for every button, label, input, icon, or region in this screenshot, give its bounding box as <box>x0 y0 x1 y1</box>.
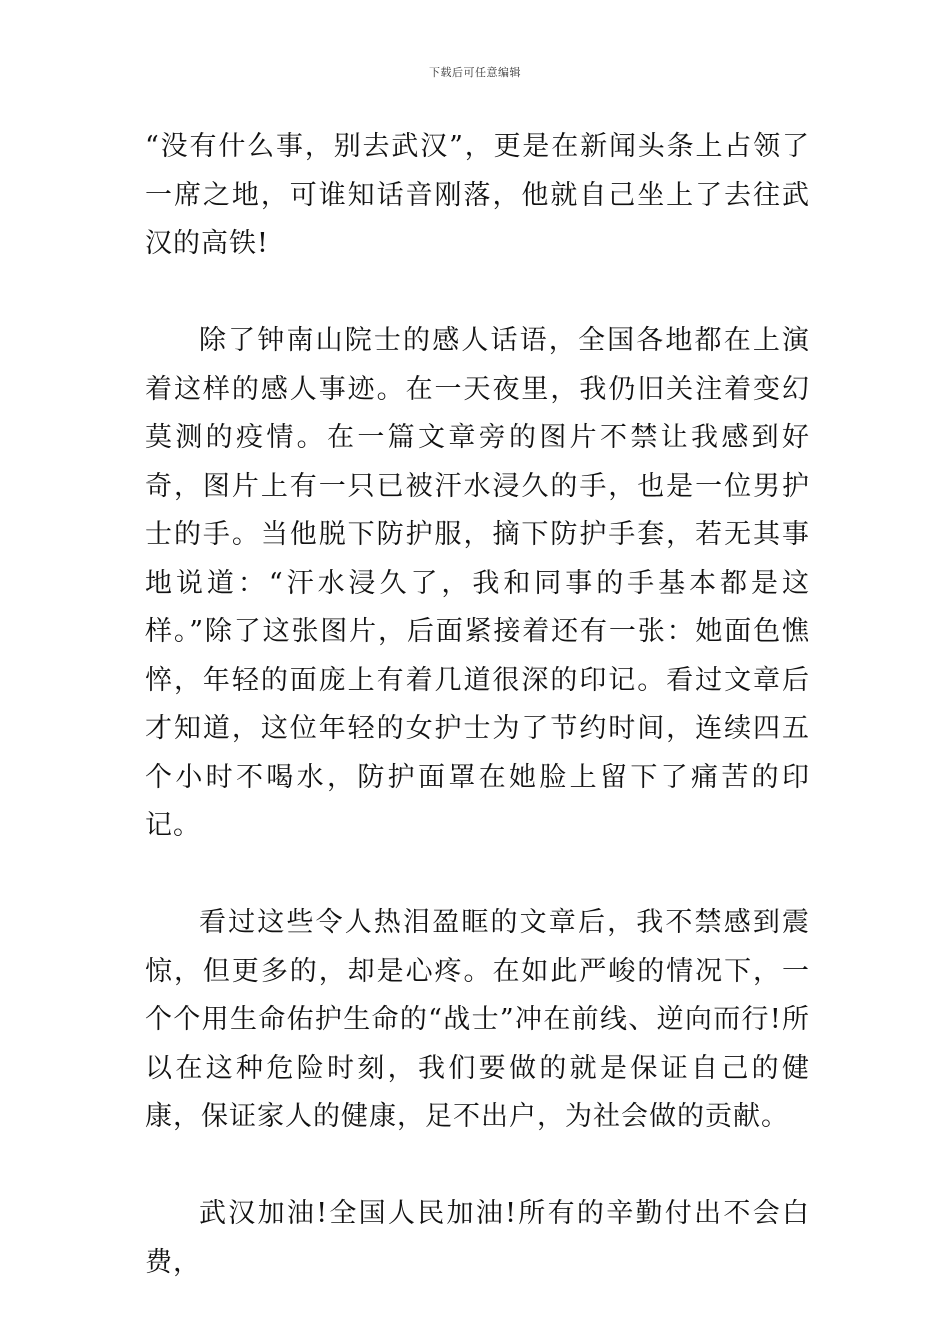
paragraph-cheer: 武汉加油!全国人民加油!所有的辛勤付出不会白费， <box>145 1198 810 1278</box>
paragraph-continuation: “没有什么事，别去武汉”，更是在新闻头条上占领了一席之地，可谁知话音刚落，他就自己坐上了去往武汉的高铁! <box>145 131 810 259</box>
paragraph-nurses: 除了钟南山院士的感人话语，全国各地都在上演着这样的感人事迹。在一天夜里，我仍旧关注着变幻莫测的疫情。在一篇文章旁的图片不禁让我感到好奇，图片上有一只已被汗水浸久的手，也是一位男护士的手。当他脱下防护服，摘下防护手套，若无其事地说道：“汗水浸久了，我和同事的手基本都是这样。”除了这张图片，后面紧接着还有一张：她面色憔悴，年轻的面庞上有着几道很深的印记。看过文章后才知道，这位年轻的女护士为了节约时间，连续四五个小时不喝水，防护面罩在她脸上留下了痛苦的印记。 <box>145 325 810 841</box>
paragraph-reflection: 看过这些令人热泪盈眶的文章后，我不禁感到震惊，但更多的，却是心疼。在如此严峻的情况下，一个个用生命佑护生命的“战士”冲在前线、逆向而行!所以在这种危险时刻，我们要做的就是保证自己的健康，保证家人的健康，足不出户，为社会做的贡献。 <box>145 907 810 1132</box>
paragraph-gap <box>145 851 810 900</box>
paragraph-gap <box>145 269 810 318</box>
page-header-note: 下载后可任意编辑 <box>429 66 521 79</box>
document-body <box>145 123 810 1287</box>
paragraph-gap <box>145 1142 810 1191</box>
